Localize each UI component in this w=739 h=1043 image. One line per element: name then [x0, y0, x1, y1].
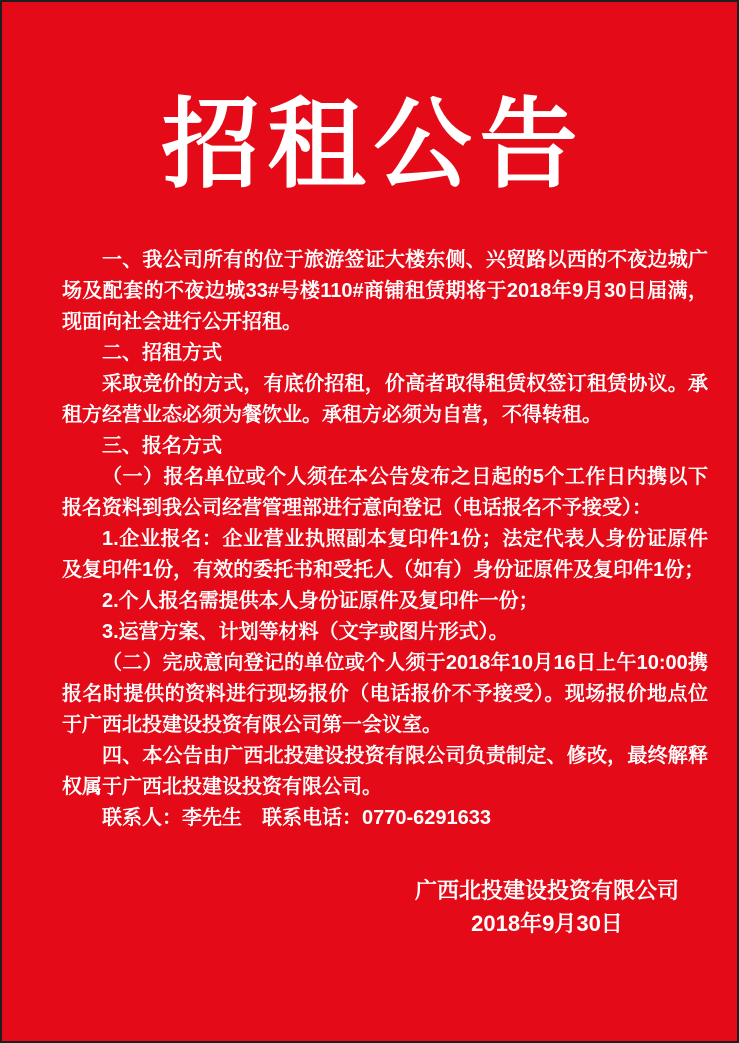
paragraph-section-3-item-2: （二）完成意向登记的单位或个人须于2018年10月16日上午10:00携报名时提供的资料进行现场报价（电话报价不予接受）。现场报价地点位于广西北投建设投资有限公司第一会议室。: [62, 652, 708, 737]
contact-line: 联系人：李先生 联系电话：0770-6291633: [102, 807, 492, 830]
paragraph-section-3-item-1: （一）报名单位或个人须在本公告发布之日起的5个工作日内携以下报名资料到我公司经营管理部进行意向登记（电话报名不予接受）：: [62, 466, 708, 520]
announcement-body: [2, 245, 737, 834]
paragraph-operation-plan: 3.运营方案、计划等材料（文字或图片形式）。: [102, 621, 509, 644]
signature-block: [415, 874, 679, 940]
paragraph-enterprise-registration: 1.企业报名：企业营业执照副本复印件1份；法定代表人身份证原件及复印件1份，有效的委托书和受托人（如有）身份证原件及复印件1份；: [62, 528, 708, 582]
poster-title: 招租公告: [161, 87, 586, 202]
paragraph-section-1: 一、我公司所有的位于旅游签证大楼东侧、兴贸路以西的不夜边城广场及配套的不夜边城33#号楼110#商铺租赁期将于2018年9月30日届满，现面向社会进行公开招租。: [62, 249, 708, 334]
signature-date: 2018年9月30日: [471, 911, 623, 937]
paragraph-section-2-heading: 二、招租方式: [102, 342, 222, 365]
paragraph-section-4: 四、本公告由广西北投建设投资有限公司负责制定、修改，最终解释权属于广西北投建设投资有限公司。: [62, 745, 708, 799]
paragraph-individual-registration: 2.个人报名需提供本人身份证原件及复印件一份；: [102, 590, 539, 613]
paragraph-section-3-heading: 三、报名方式: [102, 435, 222, 458]
signature-company: 广西北投建设投资有限公司: [414, 878, 679, 904]
paragraph-section-2-body: 采取竞价的方式，有底价招租，价高者取得租赁权签订租赁协议。承租方经营业态必须为餐饮业。承租方必须为自营，不得转租。: [62, 373, 708, 427]
